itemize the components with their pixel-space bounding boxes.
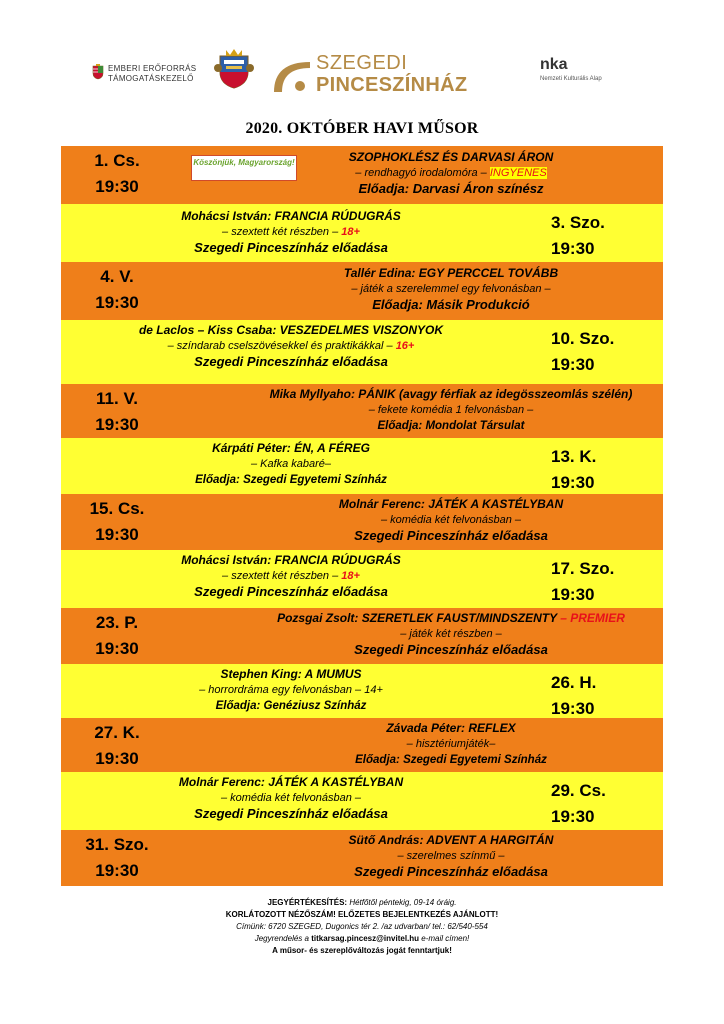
footer-booking-post: e-mail címen!: [421, 934, 470, 943]
event-subtitle: – Kafka kabaré–: [250, 458, 332, 470]
szeged-coat-of-arms-icon: [212, 46, 256, 90]
event-subtitle: – hisztériumjáték–: [406, 738, 496, 750]
event-date: [61, 720, 173, 772]
event-info: [301, 265, 601, 313]
event-subtitle: – fekete komédia 1 felvonásban –: [368, 404, 534, 416]
event-performer: Előadja: Genéziusz Színház: [215, 700, 367, 712]
event-date: [551, 210, 661, 262]
event-performer: Előadja: Mondolat Társulat: [377, 420, 525, 432]
event-info: [141, 440, 441, 488]
event-subtitle: – komédia két felvonásban –: [380, 514, 522, 526]
event-row: [61, 384, 663, 438]
event-day: 13. K.: [551, 447, 597, 466]
hungarian-coat-of-arms-icon: [92, 64, 104, 80]
event-date: [551, 444, 661, 496]
event-title: Tallér Edina: EGY PERCCEL TOVÁBB: [343, 266, 559, 280]
event-date: [61, 264, 173, 316]
footer-booking-pre: Jegyrendelés a: [254, 934, 309, 943]
program-table: [61, 146, 663, 886]
event-time: 19:30: [551, 355, 595, 374]
event-row: [61, 830, 663, 886]
event-title: Kárpáti Péter: ÉN, A FÉREG: [212, 441, 370, 455]
event-row: [61, 204, 663, 262]
page-title: 2020. OKTÓBER HAVI MŰSOR: [245, 120, 479, 137]
event-performer: Előadja: Szegedi Egyetemi Színház: [195, 474, 387, 486]
footer-address: Címünk: 6720 SZEGED, Dugonics tér 2. /az udvarban/ tel.: 62/540-554: [236, 922, 488, 931]
event-info: [141, 552, 441, 600]
event-performer: Szegedi Pinceszínház előadása: [194, 584, 388, 599]
event-performer: Előadja: Darvasi Áron színész: [358, 181, 544, 196]
thanks-badge: [191, 155, 297, 181]
footer-email-link[interactable]: titkarsag.pincesz@invitel.hu: [311, 934, 420, 943]
event-time: 19:30: [551, 585, 595, 604]
event-date: [61, 496, 173, 548]
emmi-line-1: EMBERI ERŐFORRÁS: [108, 64, 197, 73]
event-title: Pozsgai Zsolt: SZERETLEK FAUST/MINDSZENTY: [277, 611, 557, 625]
event-subtitle: [301, 165, 601, 181]
event-date: [551, 556, 661, 608]
event-day: 27. K.: [94, 723, 140, 742]
event-info: [141, 774, 441, 822]
emmi-line-2: TÁMOGATÁSKEZELŐ: [108, 74, 194, 83]
event-info: [301, 832, 601, 880]
event-title: SZOPHOKLÉSZ ÉS DARVASI ÁRON: [348, 150, 554, 164]
event-info: [301, 496, 601, 544]
event-performer: Szegedi Pinceszínház előadása: [194, 354, 388, 369]
event-time: 19:30: [95, 525, 139, 544]
event-genre: – szextett két részben –: [222, 570, 339, 582]
event-subtitle: – játék a szerelemmel egy felvonásban –: [351, 283, 551, 295]
event-genre: – rendhagyó irodalomóra –: [355, 167, 487, 179]
nka-logo-text: nka: [540, 56, 568, 73]
event-subtitle: [141, 568, 441, 584]
event-day: 15. Cs.: [89, 499, 145, 518]
event-date: [551, 778, 661, 830]
event-performer: Előadja: Szegedi Egyetemi Színház: [355, 754, 547, 766]
event-performer: Szegedi Pinceszínház előadása: [354, 528, 548, 543]
event-info: [141, 666, 441, 714]
event-title: Mohácsi István: FRANCIA RÚDUGRÁS: [181, 553, 401, 567]
event-genre: – szextett két részben –: [222, 226, 339, 238]
event-row: [61, 320, 663, 384]
premier-badge: – PREMIER: [560, 611, 625, 625]
event-row: [61, 494, 663, 550]
event-time: 19:30: [95, 749, 139, 768]
event-day: 31. Szo.: [85, 835, 149, 854]
event-subtitle: – horrordráma egy felvonásban – 14+: [199, 684, 383, 696]
event-subtitle: – komédia két felvonásban –: [220, 792, 362, 804]
event-time: 19:30: [551, 807, 595, 826]
pinceszinhaz-arch-icon: [270, 56, 314, 96]
event-row: [61, 664, 663, 718]
page-header: [0, 0, 724, 110]
event-info: [141, 208, 441, 256]
footer-booking: [0, 933, 724, 945]
event-time: 19:30: [551, 699, 595, 718]
event-row: [61, 146, 663, 204]
event-time: 19:30: [95, 861, 139, 880]
emmi-logo: [92, 60, 222, 90]
thanks-badge-text: Köszönjük, Magyarország!: [193, 158, 295, 167]
nka-subtitle: Nemzeti Kulturális Alap: [540, 76, 602, 82]
event-date: [61, 148, 173, 200]
footer-ticket-hours-text: Hétfőtől péntekig, 09-14 óráig.: [349, 898, 457, 907]
event-row: [61, 550, 663, 608]
event-time: 19:30: [95, 415, 139, 434]
event-date: [61, 832, 173, 884]
event-day: 29. Cs.: [551, 781, 606, 800]
footer-ticket-hours: [0, 897, 724, 909]
event-info: [271, 610, 631, 658]
footer-ticket-label: JEGYÉRTÉKESÍTÉS:: [267, 898, 348, 907]
event-performer: Szegedi Pinceszínház előadása: [354, 642, 548, 657]
event-title: Závada Péter: REFLEX: [386, 721, 516, 735]
event-title: Stephen King: A MUMUS: [220, 667, 362, 681]
event-performer: Szegedi Pinceszínház előadása: [194, 240, 388, 255]
footer-notice: KORLÁTOZOTT NÉZŐSZÁM! ELŐZETES BEJELENTKEZÉS AJÁNLOTT!: [225, 910, 499, 919]
emmi-text: [108, 64, 196, 84]
event-subtitle: – szerelmes színmű –: [397, 850, 505, 862]
event-subtitle: [141, 224, 441, 240]
footer-disclaimer: A műsor- és szereplőváltozás jogát fenntartjuk!: [272, 946, 452, 955]
event-day: 26. H.: [551, 673, 597, 692]
event-row: [61, 262, 663, 320]
nka-logo: [540, 56, 630, 86]
event-date: [551, 326, 661, 378]
event-title-line: [271, 610, 631, 626]
event-subtitle: [121, 338, 461, 354]
age-rating: 16+: [395, 340, 415, 352]
event-info: [251, 386, 651, 434]
event-performer: Előadja: Másik Produkció: [372, 297, 530, 312]
event-date: [61, 610, 173, 662]
brand-name-line-1: SZEGEDI: [316, 52, 408, 74]
event-title: Molnár Ferenc: JÁTÉK A KASTÉLYBAN: [178, 775, 404, 789]
event-date: [61, 386, 173, 438]
event-day: 10. Szo.: [551, 329, 615, 348]
event-info: [301, 149, 601, 197]
event-time: 19:30: [95, 177, 139, 196]
page-footer: [0, 897, 724, 957]
event-row: [61, 772, 663, 830]
event-day: 11. V.: [96, 389, 138, 408]
pinceszinhaz-logo: [270, 52, 490, 98]
age-rating: 18+: [341, 226, 360, 238]
age-rating: 18+: [341, 570, 360, 582]
event-info: [121, 322, 461, 370]
brand-name-line-2: PINCESZÍNHÁZ: [316, 74, 468, 96]
event-row: [61, 438, 663, 494]
event-time: 19:30: [551, 473, 595, 492]
event-row: [61, 608, 663, 664]
event-title: Molnár Ferenc: JÁTÉK A KASTÉLYBAN: [338, 497, 564, 511]
event-title: Sütő András: ADVENT A HARGITÁN: [348, 833, 554, 847]
event-title: Mohácsi István: FRANCIA RÚDUGRÁS: [181, 209, 401, 223]
event-day: 17. Szo.: [551, 559, 615, 578]
event-genre: – színdarab cselszövésekkel és praktikákkal –: [167, 340, 393, 352]
event-day: 23. P.: [95, 613, 139, 632]
event-title: de Laclos – Kiss Csaba: VESZEDELMES VISZONYOK: [138, 323, 444, 337]
event-subtitle: – játék két részben –: [400, 628, 502, 640]
event-performer: Szegedi Pinceszínház előadása: [194, 806, 388, 821]
free-badge: INGYENES: [489, 167, 547, 179]
event-day: 3. Szo.: [551, 213, 605, 232]
event-day: 4. V.: [100, 267, 134, 286]
event-row: [61, 718, 663, 772]
event-date: [551, 670, 661, 722]
event-day: 1. Cs.: [94, 151, 140, 170]
event-info: [301, 720, 601, 768]
event-time: 19:30: [551, 239, 595, 258]
event-time: 19:30: [95, 293, 139, 312]
event-title: Mika Myllyaho: PÁNIK (avagy férfiak az idegösszeomlás szélén): [269, 387, 633, 401]
event-performer: Szegedi Pinceszínház előadása: [354, 864, 548, 879]
event-time: 19:30: [95, 639, 139, 658]
